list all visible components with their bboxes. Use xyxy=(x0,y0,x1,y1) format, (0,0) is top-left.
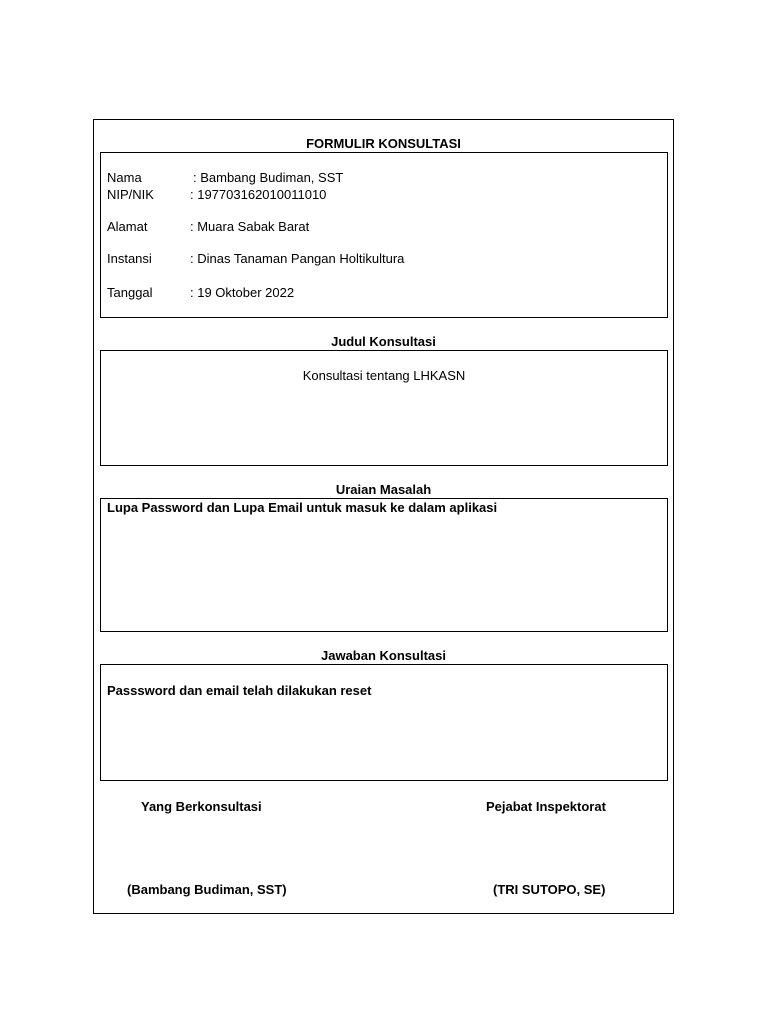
judul-text: Konsultasi tentang LHKASN xyxy=(302,368,466,383)
nip-label: NIP/NIK xyxy=(107,187,154,202)
judul-heading: Judul Konsultasi xyxy=(331,334,436,349)
alamat-label: Alamat xyxy=(107,219,148,234)
signature-left-name: (Bambang Budiman, SST) xyxy=(127,882,287,897)
signature-left-title: Yang Berkonsultasi xyxy=(141,799,262,814)
signature-right-title: Pejabat Inspektorat xyxy=(486,799,606,814)
jawaban-text: Passsword dan email telah dilakukan reset xyxy=(107,683,372,698)
tanggal-label: Tanggal xyxy=(107,285,153,300)
instansi-label: Instansi xyxy=(107,251,152,266)
nama-label: Nama xyxy=(107,170,142,185)
form-title: FORMULIR KONSULTASI xyxy=(306,136,461,151)
identity-box xyxy=(100,152,668,318)
alamat-value: : Muara Sabak Barat xyxy=(190,219,310,234)
uraian-heading: Uraian Masalah xyxy=(335,482,432,497)
jawaban-heading: Jawaban Konsultasi xyxy=(321,648,446,663)
instansi-value: : Dinas Tanaman Pangan Holtikultura xyxy=(190,251,405,266)
uraian-box xyxy=(100,498,668,632)
uraian-text: Lupa Password dan Lupa Email untuk masuk ke dalam aplikasi xyxy=(107,500,498,515)
nama-value: : Bambang Budiman, SST xyxy=(193,170,344,185)
tanggal-value: : 19 Oktober 2022 xyxy=(190,285,295,300)
signature-right-name: (TRI SUTOPO, SE) xyxy=(493,882,606,897)
jawaban-box xyxy=(100,664,668,781)
nip-value: : 197703162010011010 xyxy=(190,187,327,202)
